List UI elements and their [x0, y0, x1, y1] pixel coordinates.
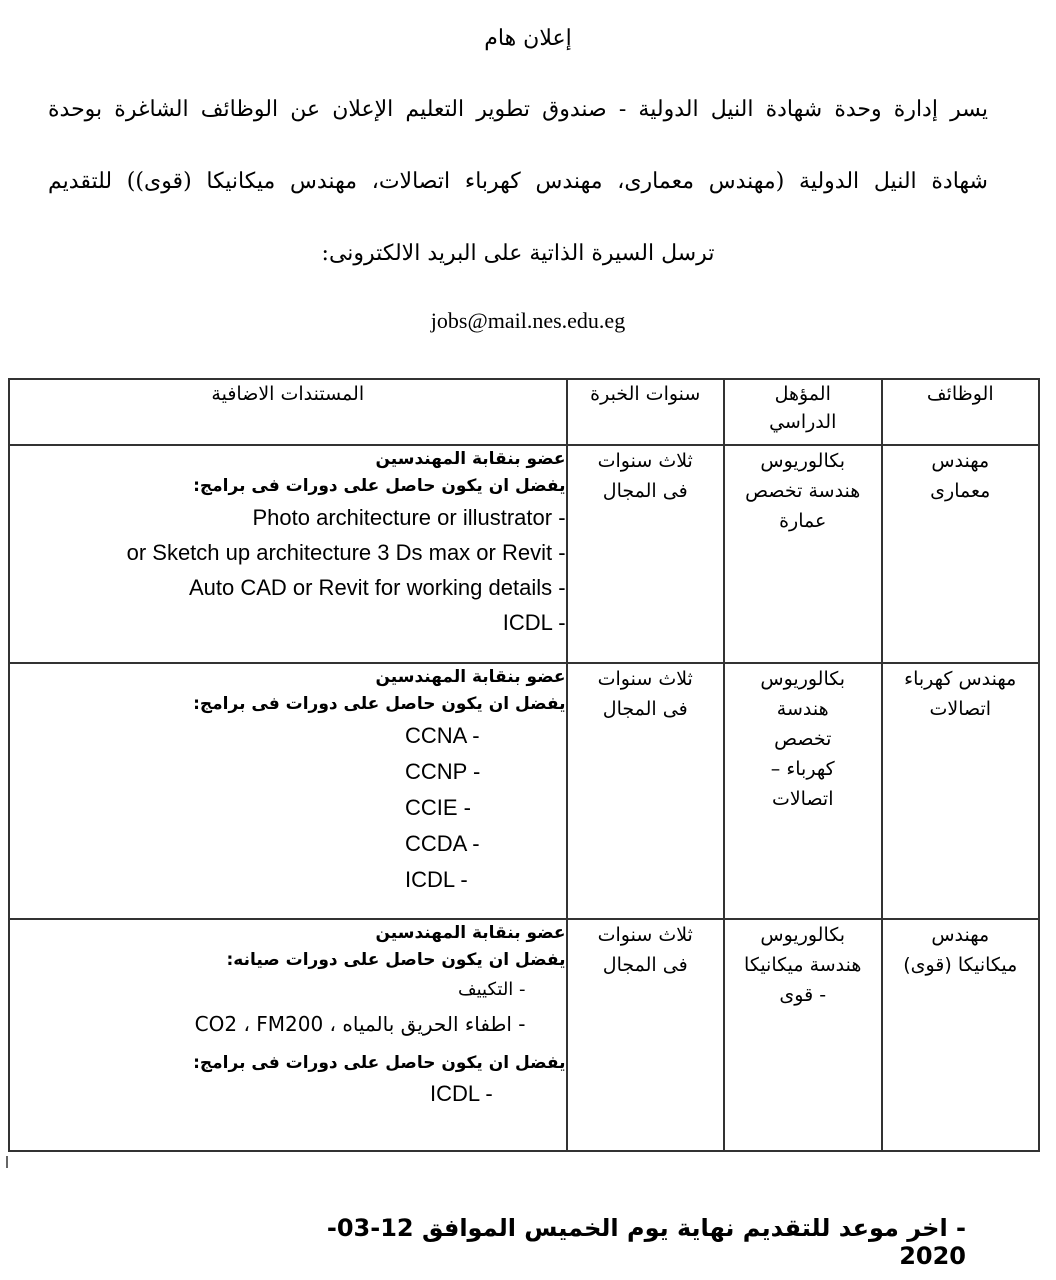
header-job: الوظائف — [882, 379, 1039, 445]
edge-tick-mark — [6, 1156, 8, 1168]
header-qualification-line-2: الدراسي — [769, 411, 837, 433]
documents-cell — [9, 919, 567, 1151]
job-line: اتصالات — [929, 698, 992, 720]
announcement-title: إعلان هام — [484, 26, 572, 51]
header-documents: المستندات الاضافية — [9, 379, 567, 445]
qualification-line: اتصالات — [771, 788, 834, 810]
table-row — [9, 663, 1039, 919]
intro-line-2: شهادة النيل الدولية (مهندس معمارى، مهندس كهرباء اتصالات، مهندس ميكانيكا (قوى)) للتقديم — [48, 169, 988, 194]
job-line: مهندس — [931, 924, 990, 946]
course-item: Auto CAD or Revit for working details - — [188, 575, 566, 600]
preference-note: يفضل ان يكون حاصل على دورات فى برامج: — [193, 1053, 566, 1073]
course-item: Photo architecture or illustrator - — [252, 505, 566, 530]
course-item: CCNA - — [405, 723, 480, 748]
intro-line-1: يسر إدارة وحدة شهادة النيل الدولية - صندوق تطوير التعليم الإعلان عن الوظائف الشاغرة بوحدة — [48, 97, 988, 122]
preference-note: يفضل ان يكون حاصل على دورات فى برامج: — [193, 476, 566, 496]
experience-cell — [567, 919, 724, 1151]
application-deadline: - اخر موعد للتقديم نهاية يوم الخميس الموافق 12-03-2020 — [326, 1214, 966, 1270]
job-line: معمارى — [930, 480, 991, 502]
course-item: ICDL - — [430, 1081, 493, 1106]
experience-cell — [567, 663, 724, 919]
experience-line: فى المجال — [602, 954, 688, 976]
header-experience: سنوات الخبرة — [567, 379, 724, 445]
spacer — [10, 1042, 566, 1050]
maintenance-course-item: - التكييف — [457, 979, 526, 1000]
experience-line: فى المجال — [602, 698, 688, 720]
qualification-cell — [724, 919, 882, 1151]
qualification-line: تخصص — [774, 728, 832, 750]
qualification-line: هندسة تخصص — [745, 480, 861, 502]
experience-line: فى المجال — [602, 480, 688, 502]
table-row — [9, 445, 1039, 663]
job-cell — [882, 919, 1039, 1151]
qualification-line: هندسة ميكانيكا — [744, 954, 862, 976]
job-cell — [882, 445, 1039, 663]
experience-line: ثلاث سنوات — [597, 668, 693, 690]
course-item: CCDA - — [405, 831, 480, 856]
job-line: مهندس كهرباء — [904, 668, 1017, 690]
experience-line: ثلاث سنوات — [597, 450, 693, 472]
course-item: or Sketch up architecture 3 Ds max or Revit - — [126, 540, 566, 565]
job-line: مهندس — [931, 450, 990, 472]
course-item: ICDL - — [502, 610, 566, 635]
job-line: ميكانيكا (قوى) — [903, 954, 1018, 976]
documents-cell — [9, 445, 567, 663]
maintenance-preference-note: يفضل ان يكون حاصل على دورات صيانه: — [226, 950, 566, 970]
course-item: CCIE - — [405, 795, 471, 820]
table-row — [9, 919, 1039, 1151]
header-qualification-line-1: المؤهل — [774, 383, 831, 405]
course-item: CCNP - — [405, 759, 481, 784]
experience-cell — [567, 445, 724, 663]
maintenance-course-item: - اطفاء الحريق بالمياه ، CO2 ، FM200 — [194, 1012, 526, 1036]
table-header-row — [9, 379, 1039, 445]
qualification-line: هندسة — [776, 698, 829, 720]
qualification-cell — [724, 663, 882, 919]
qualification-line: بكالوريوس — [760, 668, 846, 690]
qualification-line: بكالوريوس — [760, 924, 846, 946]
intro-line-3: ترسل السيرة الذاتية على البريد الالكترونى: — [321, 241, 715, 266]
member-requirement: عضو بنقابة المهندسين — [375, 449, 566, 469]
qualification-line: عمارة — [779, 510, 827, 532]
qualification-cell — [724, 445, 882, 663]
member-requirement: عضو بنقابة المهندسين — [375, 667, 566, 687]
qualification-line: بكالوريوس — [760, 450, 846, 472]
member-requirement: عضو بنقابة المهندسين — [375, 923, 566, 943]
documents-cell — [9, 663, 567, 919]
preference-note: يفضل ان يكون حاصل على دورات فى برامج: — [193, 694, 566, 714]
qualification-line: - قوى — [779, 984, 827, 1006]
intro-paragraph — [48, 92, 988, 308]
experience-line: ثلاث سنوات — [597, 924, 693, 946]
header-qualification — [724, 379, 882, 445]
job-cell — [882, 663, 1039, 919]
qualification-line: كهرباء – — [770, 758, 835, 780]
course-item: ICDL - — [405, 867, 468, 892]
jobs-table — [8, 378, 1040, 1152]
email-address[interactable]: jobs@mail.nes.edu.eg — [430, 308, 626, 333]
